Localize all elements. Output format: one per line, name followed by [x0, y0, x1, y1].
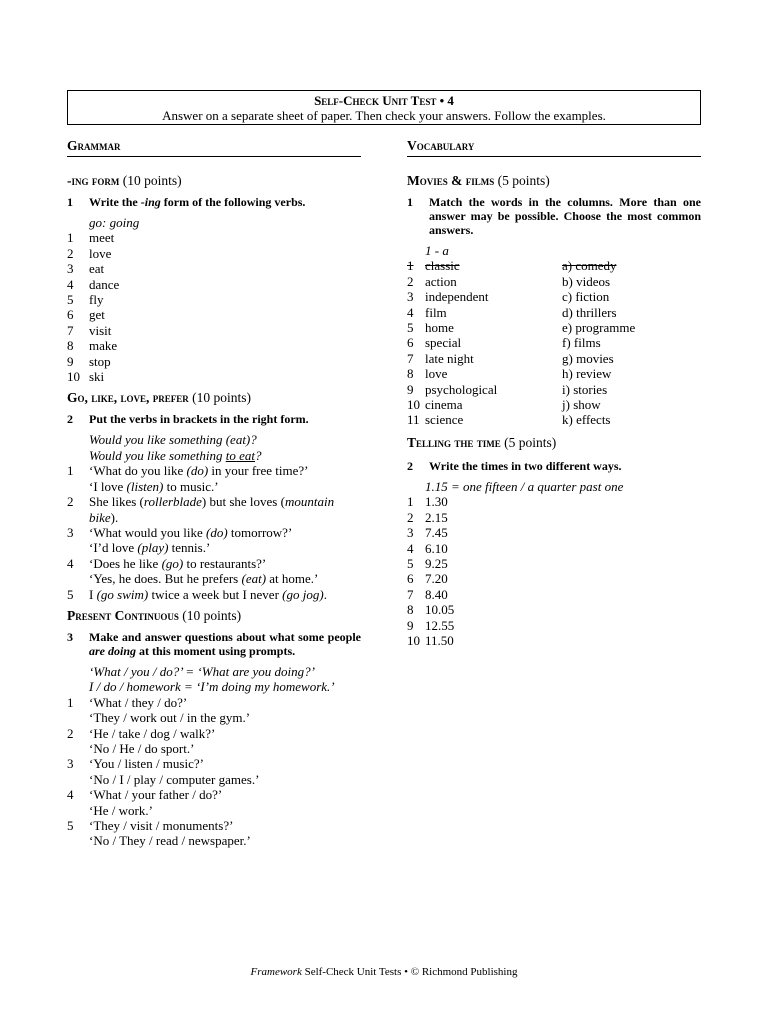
column-b-word: j) show — [562, 397, 601, 413]
item-text: 6.10 — [425, 540, 448, 556]
footer-text: Self-Check Unit Tests • © Richmond Publishing — [301, 966, 518, 978]
list-item: 2 She likes (rollerblade) but she loves (mountain bike). — [67, 494, 335, 525]
column-a-word: science — [425, 412, 464, 428]
list-item — [67, 323, 361, 338]
item-text: eat — [89, 261, 105, 277]
item-text: 2.15 — [425, 509, 448, 525]
list-item — [67, 369, 361, 384]
list-item: 5 I (go swim) twice a week but I never (go jog). — [67, 586, 327, 602]
item-question: ‘They / visit / monuments?’ — [89, 818, 234, 833]
item-text: visit — [89, 322, 112, 338]
time-list — [407, 494, 701, 648]
item-text: stop — [89, 353, 111, 369]
list-item — [407, 587, 701, 602]
ing-form-points: (10 points) — [122, 173, 182, 188]
present-continuous-title: Present Continuous — [67, 607, 179, 623]
item-number: 1 — [407, 258, 414, 274]
list-item — [67, 230, 361, 245]
time-title: Telling the time — [407, 434, 501, 450]
pc-list — [67, 695, 361, 849]
column-b-word: d) thrillers — [562, 304, 617, 320]
table-row — [407, 305, 701, 320]
column-b-word: e) programme — [562, 320, 636, 336]
list-item — [67, 818, 361, 833]
time-heading — [407, 435, 701, 451]
title-box — [67, 90, 701, 125]
table-row — [407, 289, 701, 304]
vocabulary-heading: Vocabulary — [407, 138, 701, 157]
item-answer: ‘No / I / play / computer games.’ — [89, 771, 260, 787]
item-number: 8 — [407, 602, 414, 618]
ing-list — [67, 230, 361, 384]
exercise-number: 2 — [67, 412, 73, 427]
item-number: 9 — [407, 617, 414, 633]
item-text: 1.30 — [425, 494, 448, 510]
table-row — [407, 258, 701, 273]
column-a-word: psychological — [425, 381, 498, 397]
list-item — [67, 695, 361, 710]
item-text: 10.05 — [425, 602, 455, 618]
exercise-number: 1 — [67, 195, 73, 209]
item-text: get — [89, 307, 105, 323]
list-item — [67, 277, 361, 292]
list-item — [67, 292, 361, 307]
column-a-word: cinema — [425, 397, 463, 413]
item-number: 4 — [407, 540, 414, 556]
column-b-word: c) fiction — [562, 289, 610, 305]
footer — [0, 966, 768, 979]
column-a-word: late night — [425, 350, 474, 366]
item-number: 7 — [407, 350, 414, 366]
item-text: 12.55 — [425, 617, 455, 633]
item-number: 2 — [407, 273, 414, 289]
time-example: 1.15 = one fifteen / a quarter past one — [425, 478, 624, 494]
list-item — [407, 541, 701, 556]
vocabulary-column — [407, 138, 701, 648]
column-b-word: a) comedy — [562, 258, 617, 274]
column-b-word: g) movies — [562, 350, 614, 366]
column-a-word: action — [425, 273, 457, 289]
column-b-word: f) films — [562, 335, 601, 351]
go-like-heading — [67, 390, 361, 406]
table-row — [407, 320, 701, 335]
item-number: 7 — [67, 322, 74, 338]
instruction-text: Write the — [89, 195, 141, 209]
item-text: make — [89, 338, 118, 354]
pc-example-2: I / do / homework = ‘I’m doing my homework.’ — [89, 679, 335, 695]
instructions: Answer on a separate sheet of paper. Then check your answers. Follow the examples. — [162, 108, 606, 123]
list-item — [407, 602, 701, 617]
item-number: 4 — [67, 276, 74, 292]
list-item — [407, 556, 701, 571]
table-row — [407, 351, 701, 366]
item-number: 11 — [407, 412, 420, 428]
movies-example: 1 - a — [425, 243, 449, 258]
list-item — [407, 525, 701, 540]
exercise-number: 1 — [407, 195, 413, 209]
list-item-answer: ‘I’d love (play) tennis.’ — [89, 540, 211, 556]
go-like-title: Go, like, love, prefer — [67, 390, 189, 406]
column-a-word: special — [425, 335, 462, 351]
item-number: 2 — [67, 245, 74, 261]
go-example-1: Would you like something (eat)? — [89, 432, 257, 448]
item-number: 10 — [67, 369, 80, 385]
list-item-answer: ‘Yes, he does. But he prefers (eat) at home.’ — [89, 571, 319, 587]
list-item: 1 ‘What do you like (do) in your free time?’ — [67, 463, 309, 479]
list-item — [407, 510, 701, 525]
item-number: 2 — [407, 509, 414, 525]
column-a-word: home — [425, 320, 454, 336]
list-item — [407, 633, 701, 648]
column-b-word: i) stories — [562, 381, 608, 397]
item-text: 7.20 — [425, 571, 448, 587]
item-number: 10 — [407, 632, 420, 648]
item-text: meet — [89, 230, 115, 246]
vocab-exercise-2-instruction — [407, 459, 701, 473]
item-number: 10 — [407, 397, 420, 413]
column-a-word: classic — [425, 258, 460, 274]
instruction-text: Match the words in the columns. More than one answer may be possible. Choose the most common answers. — [429, 195, 701, 237]
list-item — [67, 787, 361, 802]
grammar-column — [67, 138, 361, 849]
go-example-2: Would you like something to eat? — [89, 447, 262, 463]
table-row — [407, 366, 701, 381]
item-number: 3 — [67, 261, 74, 277]
table-row — [407, 397, 701, 412]
item-number: 4 — [67, 787, 74, 803]
item-number: 5 — [407, 555, 414, 571]
list-item — [67, 338, 361, 353]
present-continuous-heading — [67, 608, 361, 624]
exercise-number: 3 — [67, 629, 73, 644]
item-number: 8 — [67, 338, 74, 354]
item-text: 8.40 — [425, 586, 448, 602]
item-number: 7 — [407, 586, 414, 602]
vocab-exercise-1-instruction — [407, 195, 701, 237]
movies-heading — [407, 173, 701, 189]
item-number: 1 — [407, 494, 414, 510]
list-item — [67, 246, 361, 261]
item-number: 9 — [407, 381, 414, 397]
table-row — [407, 382, 701, 397]
exercise-2-instruction — [67, 412, 361, 426]
footer-brand: Framework — [250, 966, 302, 978]
pc-example-1: ‘What / you / do?’ = ‘What are you doing?’ — [89, 663, 316, 679]
item-answer: ‘He / work.’ — [89, 802, 153, 818]
list-item — [407, 571, 701, 586]
go-like-points: (10 points) — [192, 390, 252, 406]
time-points: (5 points) — [504, 434, 557, 450]
list-item — [67, 726, 361, 741]
list-item — [67, 354, 361, 369]
item-number: 4 — [407, 304, 414, 320]
column-a-word: love — [425, 366, 448, 382]
list-item — [67, 756, 361, 771]
column-a-word: film — [425, 304, 447, 320]
column-b-word: k) effects — [562, 412, 611, 428]
list-item — [407, 494, 701, 509]
column-a-word: independent — [425, 289, 489, 305]
ing-form-heading — [67, 173, 361, 189]
list-item — [407, 618, 701, 633]
column-b-word: h) review — [562, 366, 612, 382]
list-item: 4 ‘Does he like (go) to restaurants?’ — [67, 555, 267, 571]
item-answer: ‘They / work out / in the gym.’ — [89, 710, 251, 726]
item-number: 2 — [67, 725, 74, 741]
item-text: ski — [89, 369, 105, 385]
instruction-text: Write the times in two different ways. — [429, 458, 622, 473]
item-number: 5 — [407, 320, 414, 336]
grammar-heading: Grammar — [67, 138, 361, 157]
table-row — [407, 412, 701, 427]
item-text: 7.45 — [425, 525, 448, 541]
item-answer: ‘No / They / read / newspaper.’ — [89, 833, 251, 849]
movies-list — [407, 258, 701, 427]
item-text: dance — [89, 276, 120, 292]
item-answer: ‘No / He / do sport.’ — [89, 740, 195, 756]
instruction-text: Put the verbs in brackets in the right form. — [89, 412, 309, 427]
list-item — [67, 307, 361, 322]
item-question: ‘He / take / dog / walk?’ — [89, 725, 216, 741]
exercise-3-instruction: 3 Make and answer questions about what some people are doing at this moment using prompts. — [67, 629, 361, 658]
ing-form-title: -ing form — [67, 173, 120, 188]
item-number: 1 — [67, 230, 74, 246]
exercise-number: 2 — [407, 458, 413, 473]
item-number: 9 — [67, 353, 74, 369]
item-number: 8 — [407, 366, 414, 382]
item-text: 11.50 — [425, 632, 454, 648]
list-item — [67, 261, 361, 276]
item-text: 9.25 — [425, 555, 448, 571]
item-question: ‘What / your father / do?’ — [89, 787, 223, 803]
item-number: 6 — [407, 571, 414, 587]
item-number: 5 — [67, 818, 74, 833]
item-number: 1 — [67, 694, 74, 710]
present-continuous-points: (10 points) — [182, 607, 242, 623]
item-number: 3 — [407, 525, 414, 541]
item-number: 6 — [407, 335, 414, 351]
movies-points: (5 points) — [497, 173, 550, 188]
list-item-answer: ‘I love (listen) to music.’ — [89, 478, 219, 494]
item-text: love — [89, 245, 112, 261]
item-number: 3 — [407, 289, 414, 305]
test-title: Self-Check Unit Test • 4 — [314, 93, 454, 108]
list-item: 3 ‘What would you like (do) tomorrow?’ — [67, 524, 293, 540]
item-number: 5 — [67, 292, 74, 308]
item-text: fly — [89, 292, 104, 308]
item-question: ‘You / listen / music?’ — [89, 756, 204, 772]
instruction-emphasis: -ing — [140, 195, 161, 209]
ing-example: go: going — [89, 215, 140, 230]
movies-title: Movies & films — [407, 173, 495, 188]
instruction-text: form of the following verbs. — [160, 195, 306, 209]
item-number: 6 — [67, 307, 74, 323]
table-row — [407, 274, 701, 289]
table-row — [407, 335, 701, 350]
exercise-1-instruction — [67, 195, 361, 209]
item-number: 3 — [67, 756, 74, 772]
item-question: ‘What / they / do?’ — [89, 694, 188, 710]
column-b-word: b) videos — [562, 273, 611, 289]
